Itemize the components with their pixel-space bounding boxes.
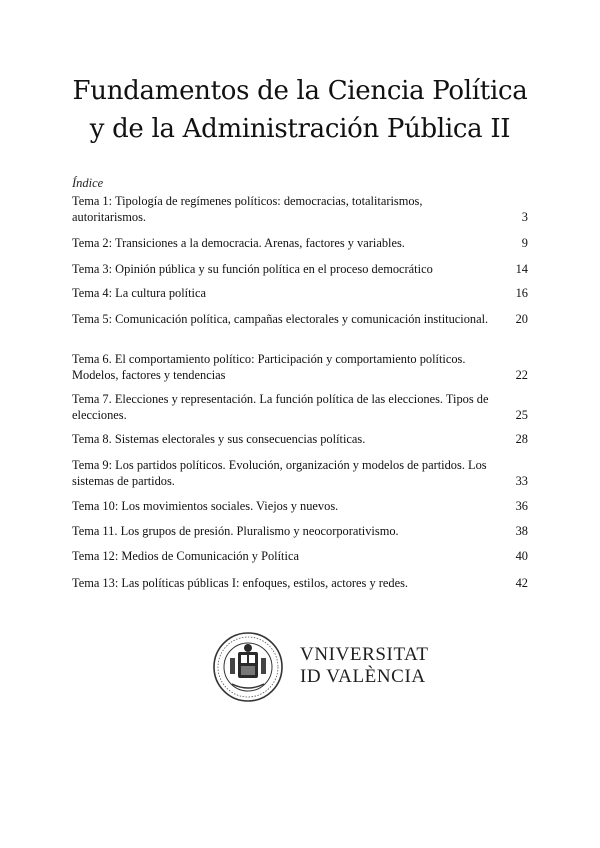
toc-entry-page: 25 (515, 408, 528, 422)
title-line-1: Fundamentos de la Ciencia Política (72, 76, 528, 106)
toc-entry[interactable] (72, 548, 528, 564)
university-logo (208, 628, 429, 706)
toc-entry-text: Tema 4: La cultura política (72, 286, 206, 300)
toc-entry[interactable] (72, 261, 528, 277)
toc-entry-text: Tema 13: Las políticas públicas I: enfoques, estilos, actores y redes. (72, 576, 408, 590)
toc-entry[interactable] (72, 523, 528, 539)
toc-entry-page: 16 (515, 286, 528, 300)
toc-entry-page: 9 (521, 236, 528, 250)
toc-entry-page: 40 (515, 549, 528, 563)
university-name-line-2: ID VALÈNCIA (300, 666, 426, 687)
toc-entry[interactable] (72, 457, 528, 489)
toc-entry-text: Tema 7. Elecciones y representación. La función política de las elecciones. Tipos de elecciones. (72, 392, 489, 422)
toc-entry-page: 33 (515, 474, 528, 488)
toc-entry[interactable] (72, 193, 528, 225)
university-name (300, 644, 429, 688)
toc-entry-page: 38 (515, 524, 528, 538)
toc-entry-page: 36 (515, 499, 528, 513)
toc-entry[interactable] (72, 235, 528, 251)
toc-entry[interactable] (72, 391, 528, 423)
document-title (0, 72, 600, 148)
toc-entry-page: 14 (515, 262, 528, 276)
toc-entry-text: Tema 5: Comunicación política, campañas electorales y comunicación institucional. (72, 312, 489, 326)
index-heading: Índice (72, 176, 104, 190)
toc-entry-text: Tema 6. El comportamiento político: Participación y comportamiento políticos. Modelos, factores y tendencias (72, 352, 466, 382)
toc-entry-text: Tema 12: Medios de Comunicación y Política (72, 549, 299, 563)
university-name-line-1: VNIVERSITAT (300, 644, 429, 665)
toc-entry-page: 28 (515, 432, 528, 446)
toc-entry[interactable] (72, 285, 528, 301)
title-line-2: y de la Administración Pública II (89, 114, 511, 144)
toc-entry-text: Tema 9: Los partidos políticos. Evolución, organización y modelos de partidos. Los sistemas de partidos. (72, 458, 487, 488)
toc-entry[interactable] (72, 575, 528, 591)
toc-entry-page: 42 (515, 576, 528, 590)
toc-entry-page: 22 (515, 368, 528, 382)
toc-entry-text: Tema 10: Los movimientos sociales. Viejos y nuevos. (72, 499, 339, 513)
toc-entry-text: Tema 8. Sistemas electorales y sus consecuencias políticas. (72, 432, 366, 446)
university-seal-icon (208, 628, 292, 706)
toc-entry[interactable] (72, 351, 528, 383)
toc-entry[interactable] (72, 311, 528, 327)
toc-entry-text: Tema 3: Opinión pública y su función política en el proceso democrático (72, 262, 433, 276)
toc-entry[interactable] (72, 431, 528, 447)
toc-entry-page: 3 (521, 210, 528, 224)
toc-entry-text: Tema 11. Los grupos de presión. Pluralismo y neocorporativismo. (72, 524, 399, 538)
toc-entry-text: Tema 1: Tipología de regímenes políticos: democracias, totalitarismos, autoritarismos. (72, 194, 423, 224)
toc-entry-page: 20 (515, 312, 528, 326)
toc-entry[interactable] (72, 498, 528, 514)
toc-entry-text: Tema 2: Transiciones a la democracia. Arenas, factores y variables. (72, 236, 405, 250)
